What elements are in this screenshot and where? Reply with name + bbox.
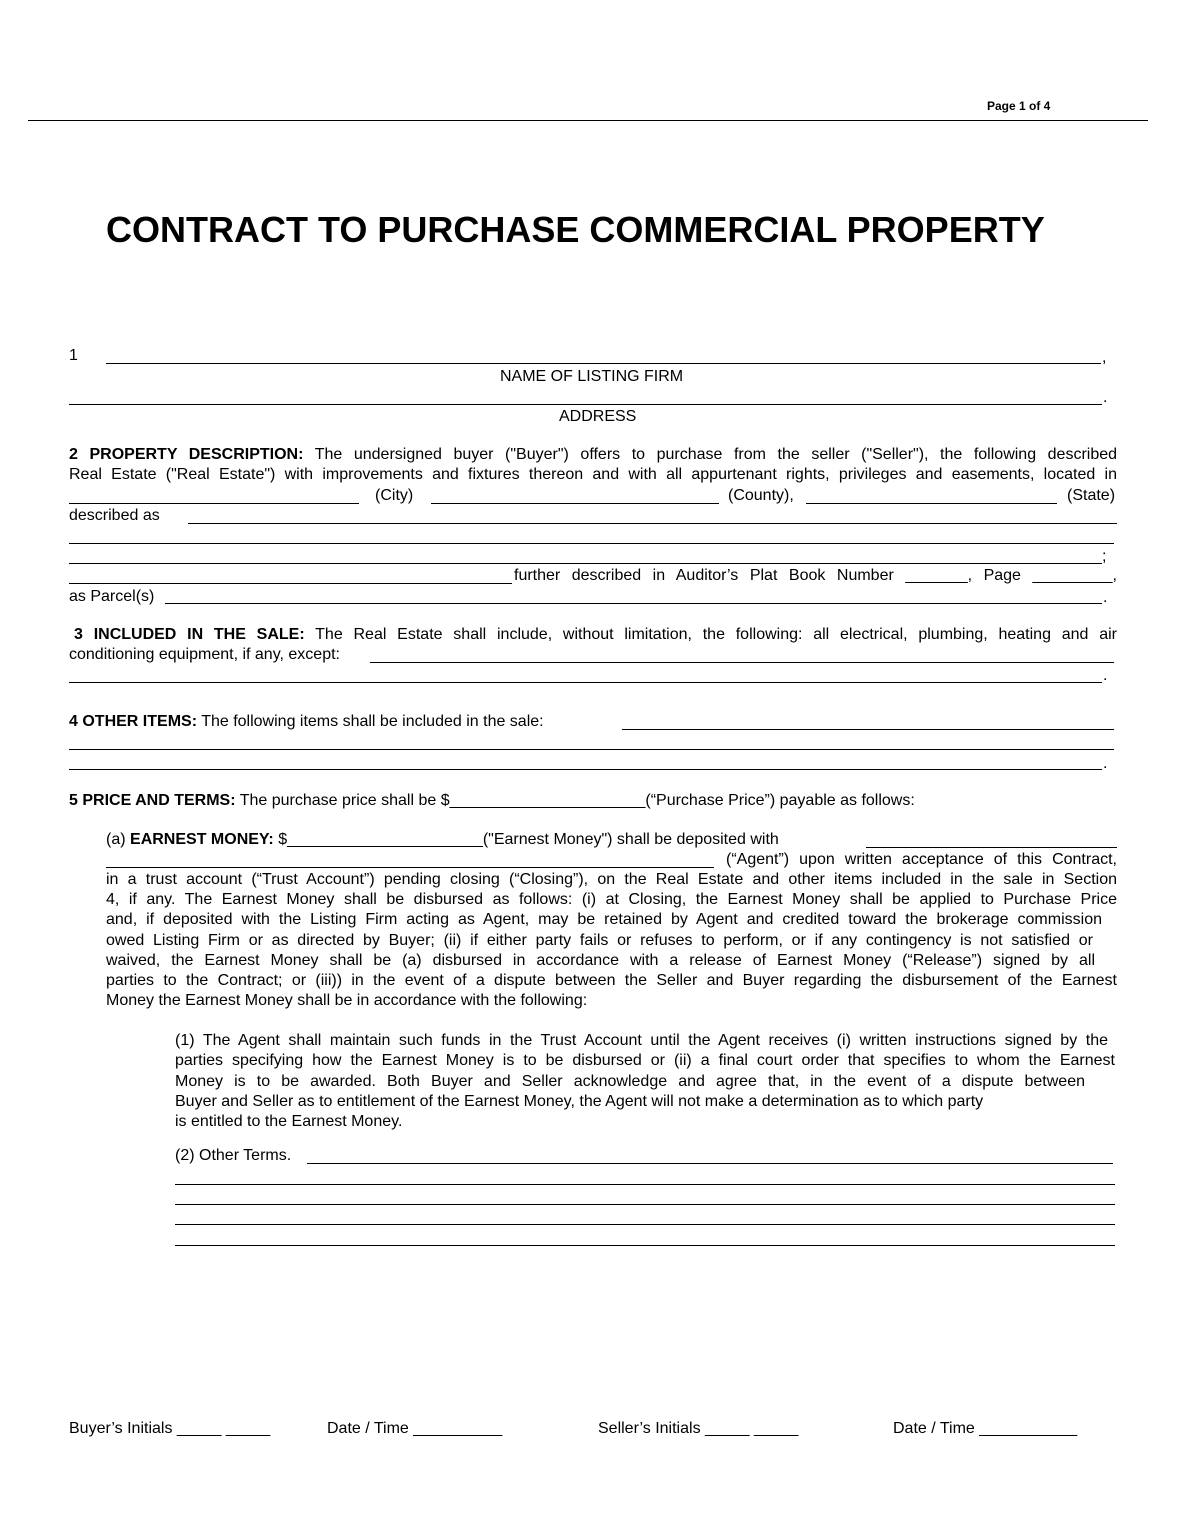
state-line[interactable] [806,503,1057,504]
section-2-heading: PROPERTY DESCRIPTION: [89,446,304,463]
document-title: CONTRACT TO PURCHASE COMMERCIAL PROPERTY [106,209,1045,250]
city-caption: (City) [375,487,414,504]
other-terms-line-3[interactable] [175,1204,1115,1205]
page-number: Page 1 of 4 [987,99,1051,113]
description-semicolon: ; [1102,548,1107,565]
section-5-text: The purchase price shall be $______________________(“Purchase Price”) payable as follows: [239,792,915,809]
section-4-line-1 [69,714,544,730]
buyer-initials[interactable]: Buyer’s Initials _____ _____ [69,1420,271,1437]
section-5-number: 5 [69,792,78,809]
other-terms-line-1[interactable] [307,1163,1113,1164]
address-caption: ADDRESS [559,408,637,425]
section-1-number: 1 [69,347,78,364]
section-3-text-1: The Real Estate shall include, without limitation, the following: all electrical, plumbing, heating and air [315,626,1118,643]
earnest-money-label: (a) [106,831,126,848]
plat-book-text: further described in Auditor’s Plat Book Number _______, Page _________, [514,567,1117,584]
other-terms-paragraph-line: parties specifying how the Earnest Money is to be disbursed or (ii) a final court order that specifies to whom the Earnest [175,1052,1115,1069]
parcel-line[interactable] [165,603,1102,604]
other-terms-paragraph-line: Money is to be awarded. Both Buyer and Seller acknowledge and agree that, in the event of a dispute between [175,1073,1085,1090]
seller-initials[interactable]: Seller’s Initials _____ _____ [598,1420,799,1437]
county-caption: (County), [728,487,794,504]
section-2-number: 2 [69,446,78,463]
section-2-text-1: The undersigned buyer ("Buyer") offers to purchase from the seller ("Seller"), the following described [314,446,1118,463]
earnest-money-paragraph-line: and, if deposited with the Listing Firm acting as Agent, may be retained by Agent and credited toward the brokerage commission [106,911,1102,928]
state-caption: (State) [1067,487,1116,504]
listing-firm-comma: , [1102,349,1107,366]
section-2-text-2: Real Estate ("Real Estate") with improvements and fixtures thereon and with all appurtenant rights, privileges and easements, located in [69,466,1117,483]
listing-firm-line[interactable] [106,363,1101,364]
section-2-line-1 [69,447,1117,463]
other-terms-paragraph-line: is entitled to the Earnest Money. [175,1113,403,1130]
earnest-money-paragraph-line: waived, the Earnest Money shall be (a) disbursed in accordance with a release of Earnest Money (“Release”) signed by all [106,952,1095,969]
section-4-text: The following items shall be included in the sale: [201,713,544,730]
seller-date-time[interactable]: Date / Time ___________ [893,1420,1078,1437]
other-terms-paragraph-line: (1) The Agent shall maintain such funds in the Trust Account until the Agent receives (i) written instructions signed by the [175,1032,1108,1049]
earnest-money-paragraph-line: parties to the Contract; or (iii)) in the event of a dispute between the Seller and Buyer regarding the disbursement of the Earnest [106,972,1117,989]
other-items-line-2[interactable] [69,749,1114,750]
earnest-money-line-1 [106,832,779,848]
except-period: . [1103,667,1108,684]
deposited-with-line[interactable] [866,847,1117,848]
parcel-period: . [1103,589,1108,606]
buyer-date-time[interactable]: Date / Time __________ [327,1420,503,1437]
earnest-money-heading: EARNEST MONEY: [130,831,274,848]
except-line-1[interactable] [370,662,1114,663]
description-line-2[interactable] [69,543,1114,544]
except-line-2[interactable] [69,682,1102,683]
earnest-money-paragraph-line: owed Listing Firm or as directed by Buyer; (ii) if either party fails or refuses to perform, or if any contingency is not satisfied or [106,932,1093,949]
agent-line[interactable] [106,867,714,868]
address-period: . [1103,389,1108,406]
description-line-3[interactable] [69,563,1102,564]
description-line-4[interactable] [69,583,512,584]
section-4-number: 4 [69,713,78,730]
earnest-money-paragraph-line: 4, if any. The Earnest Money shall be disbursed as follows: (i) at Closing, the Earnest Money shall be applied to Purchase Price [106,891,1117,908]
other-terms-line-5[interactable] [175,1245,1115,1246]
other-items-period: . [1103,755,1108,772]
section-3-text-2: conditioning equipment, if any, except: [69,646,340,663]
earnest-money-paragraph-line: Money the Earnest Money shall be in accordance with the following: [106,992,588,1009]
section-3-heading: INCLUDED IN THE SALE: [93,626,305,643]
agent-text: (“Agent”) upon written acceptance of this Contract, [726,851,1117,868]
address-line[interactable] [69,404,1102,405]
other-terms-line-4[interactable] [175,1224,1115,1225]
header-rule [28,120,1148,121]
other-items-line-3[interactable] [69,769,1102,770]
county-line[interactable] [431,503,719,504]
listing-firm-caption: NAME OF LISTING FIRM [500,368,684,385]
other-terms-label: (2) Other Terms. [175,1147,292,1164]
section-5-heading: PRICE AND TERMS: [82,792,236,809]
description-line-1[interactable] [188,523,1117,524]
earnest-money-paragraph-line: in a trust account (“Trust Account”) pending closing (“Closing”), on the Real Estate and other items included in the sale in Section [106,871,1117,888]
section-3-line-1 [74,627,1117,643]
described-as-label: described as [69,507,160,524]
other-items-line-1[interactable] [622,729,1114,730]
section-4-heading: OTHER ITEMS: [82,713,198,730]
other-terms-paragraph-line: Buyer and Seller as to entitlement of the Earnest Money, the Agent will not make a determination as to which party [175,1093,984,1110]
parcel-label: as Parcel(s) [69,588,155,605]
section-5-line-1 [69,793,915,809]
earnest-money-text-1: $______________________("Earnest Money") shall be deposited with [278,831,779,848]
section-3-number: 3 [74,626,83,643]
other-terms-line-2[interactable] [175,1184,1115,1185]
city-line[interactable] [69,503,359,504]
